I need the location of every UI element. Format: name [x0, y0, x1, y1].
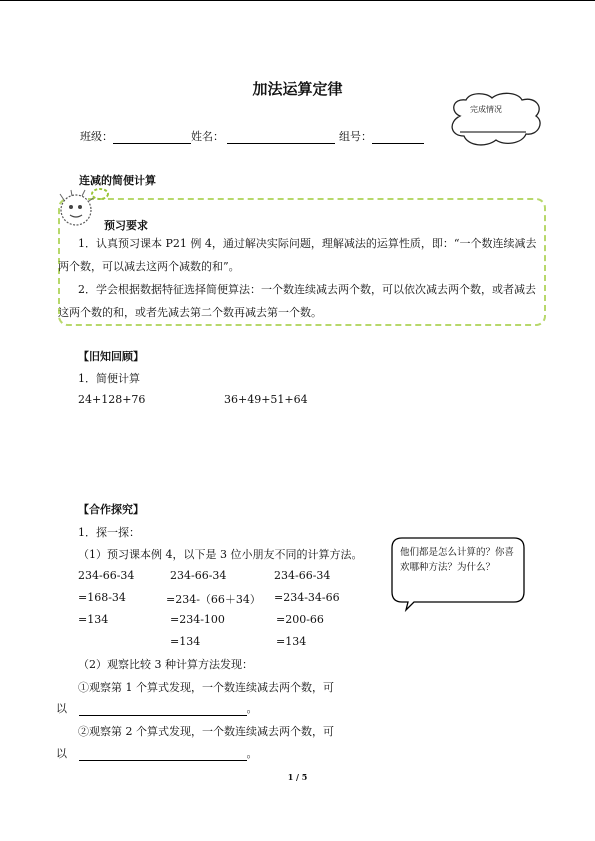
method-2-step-4: =134	[170, 635, 201, 648]
review-expression-2: 36+49+51+64	[224, 393, 308, 406]
speech-bubble-text: 他们都是怎么计算的？你喜欢哪种方法？为什么？	[400, 547, 515, 573]
name-blank	[227, 131, 335, 144]
observation-2-period: 。	[246, 747, 258, 760]
observation-1-period: 。	[246, 702, 258, 715]
explore-subheading: 1．探一探：	[78, 526, 140, 539]
method-3-step-2: =234-34-66	[274, 591, 340, 604]
observation-1-blank[interactable]	[79, 703, 247, 716]
observation-2-answer	[56, 745, 258, 761]
page-top-border	[0, 0, 595, 1]
method-3-step-4: =134	[276, 635, 307, 648]
completion-badge-cloud	[446, 90, 546, 150]
method-1-step-3: =134	[78, 613, 109, 626]
page-title: 加法运算定律	[252, 80, 343, 98]
observation-2-blank[interactable]	[79, 748, 247, 761]
review-subheading: 1．简便计算	[78, 372, 140, 385]
review-expression-1: 24+128+76	[78, 393, 146, 406]
observation-2-prefix: 以	[56, 747, 67, 760]
review-heading: 【旧知回顾】	[78, 350, 144, 363]
group-blank	[372, 131, 424, 144]
observation-1-answer	[56, 700, 258, 716]
explore-question-1: （1）预习课本例 4，以下是 3 位小朋友不同的计算方法。	[78, 548, 363, 561]
observation-1-prefix: 以	[56, 702, 67, 715]
group-label: 组号：	[339, 130, 372, 143]
method-3-step-1: 234-66-34	[274, 569, 331, 582]
completion-badge-label: 完成情况	[470, 105, 502, 114]
method-1-step-1: 234-66-34	[78, 569, 135, 582]
method-3-step-3: =200-66	[276, 613, 324, 626]
method-2-step-2: =234-（66＋34）	[166, 593, 261, 606]
method-1-step-2: =168-34	[78, 591, 126, 604]
method-2-step-3: =234-100	[170, 613, 225, 626]
page-number: 1 / 5	[287, 772, 308, 782]
preview-item-2: 2．学会根据数据特征选择简便算法：一个数连续减去两个数，可以依次减去两个数，或者减去这两个数的和，或者先减去第二个数再减去第一个数。	[58, 283, 536, 319]
preview-item-1: 1．认真预习课本 P21 例 4，通过解决实际问题，理解减法的运算性质，即：“一个数连续减去两个数，可以减去这两个减数的和”。	[58, 237, 537, 273]
observation-1: ①观察第 1 个算式发现，一个数连续减去两个数，可	[78, 681, 334, 694]
method-2-step-1: 234-66-34	[170, 569, 227, 582]
section-title: 连减的简便计算	[79, 174, 156, 187]
observation-2: ②观察第 2 个算式发现，一个数连续减去两个数，可	[78, 725, 334, 738]
explore-question-2: （2）观察比较 3 种计算方法发现：	[78, 658, 253, 671]
character-doodle-icon	[52, 186, 112, 232]
student-info-line	[80, 128, 424, 144]
class-blank	[113, 131, 191, 144]
name-label: 姓名：	[191, 130, 224, 143]
explore-heading: 【合作探究】	[78, 503, 144, 516]
class-label: 班级：	[80, 130, 113, 143]
preview-heading: 预习要求	[104, 219, 148, 232]
